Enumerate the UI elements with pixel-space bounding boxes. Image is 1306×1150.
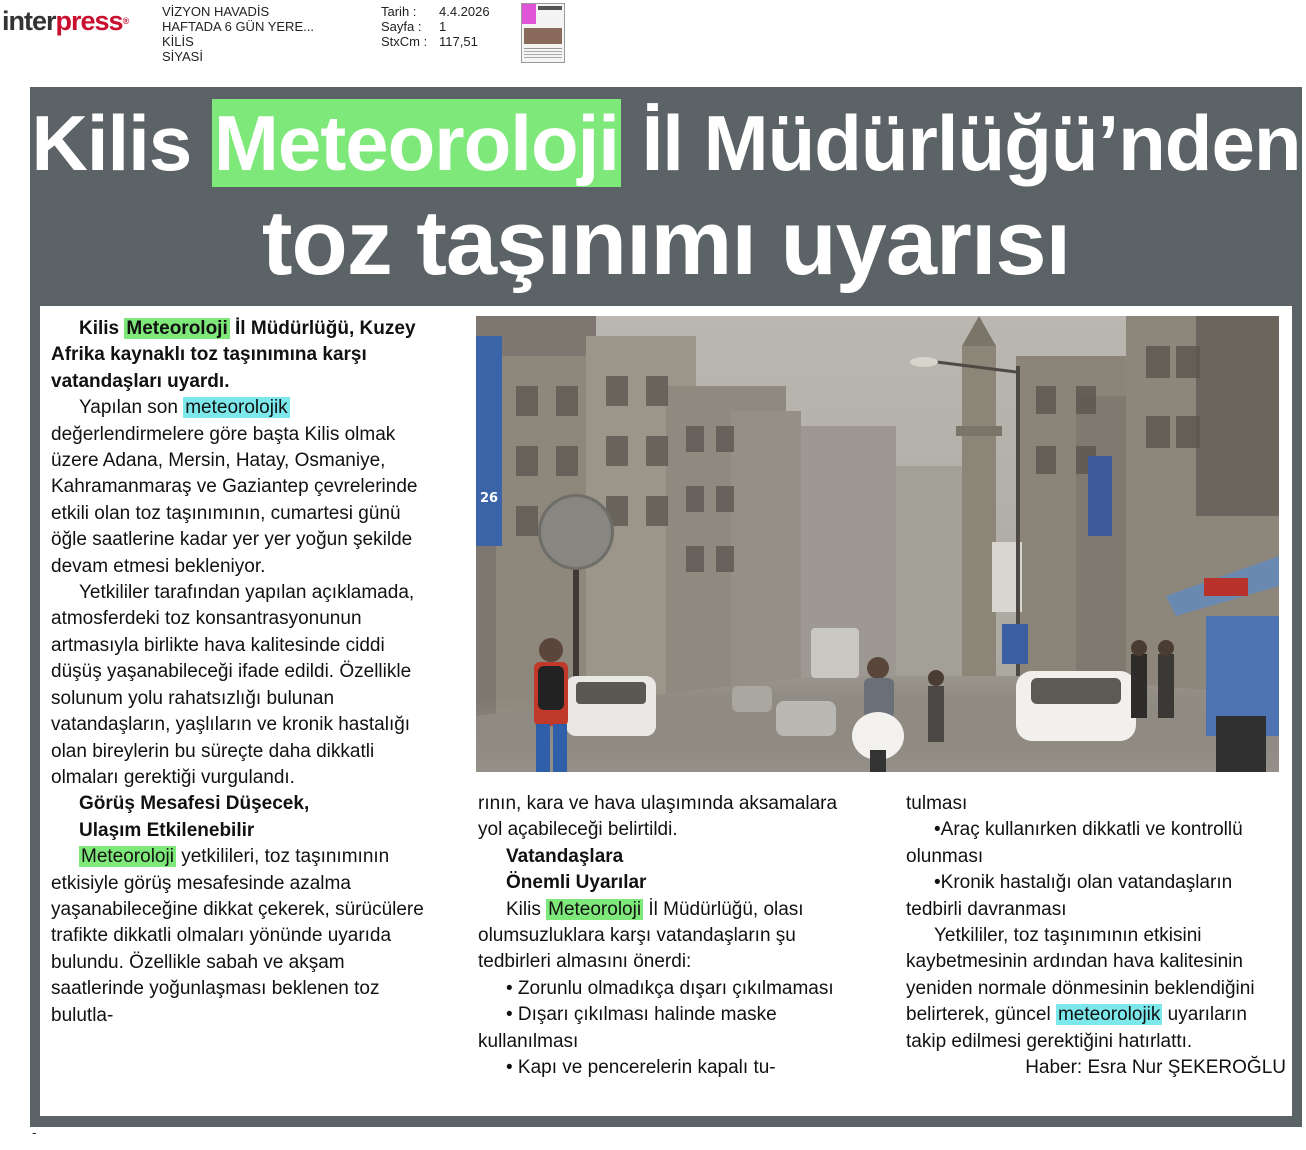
- publication-frequency: HAFTADA 6 GÜN YERE...: [162, 19, 314, 34]
- meta-key: StxCm :: [381, 34, 428, 49]
- subheading: Görüş Mesafesi Düşecek,: [79, 793, 310, 815]
- dust-street-photo: [476, 316, 1279, 772]
- body-paragraph: tulması: [906, 793, 968, 814]
- body-text: İl Müdürlüğü, olası olumsuzluklara karşı vatandaşların şu tedbirleri almasını önerdi:: [478, 898, 804, 973]
- keyword-highlight: Meteoroloji: [81, 846, 174, 868]
- footer-mark: -: [32, 1124, 37, 1140]
- text-column-1: [51, 316, 431, 1029]
- headline-highlight: Meteoroloji: [213, 99, 619, 187]
- logo-part1: inter: [2, 6, 56, 36]
- subheading: Önemli Uyarılar: [506, 872, 647, 894]
- thumbnail-block: [522, 4, 536, 24]
- interpress-logo: [2, 6, 128, 36]
- article-frame: [30, 87, 1302, 1127]
- publication-city: KİLİS: [162, 34, 194, 49]
- publication-name: VİZYON HAVADİS: [162, 4, 270, 19]
- text-column-2: [478, 791, 858, 1081]
- body-text: yetkilileri, toz taşınımının etkisiyle görüş mesafesinde azalma yaşanabileceğine dikkat çekerek, sürücülere trafikte dikkatli olmaları yönünde uyarıda bulundu. Özellikle sabah ve akşam saatlerinde yoğunlaşması beklenen toz bulutla-: [51, 846, 424, 1026]
- body-paragraph: rının, kara ve hava ulaşımında aksamalara yol açabileceği belirtildi.: [478, 793, 838, 841]
- subheading: Vatandaşlara: [506, 845, 624, 867]
- bullet-item: • Kapı ve pencerelerin kapalı tu-: [506, 1057, 776, 1079]
- logo-part2: press: [55, 6, 123, 36]
- body-text: Yapılan son: [79, 397, 184, 419]
- page-thumbnail[interactable]: [521, 3, 565, 63]
- headline-text: İl Müdürlüğü’nden: [620, 99, 1301, 187]
- meta-row-size: [381, 34, 490, 49]
- headline-line2: toz taşınımı uyarısı: [261, 192, 1071, 294]
- thumbnail-block: [524, 28, 562, 44]
- thumbnail-lines: [524, 48, 562, 49]
- meta-value: 4.4.2026: [439, 4, 490, 19]
- lead-text: İl Müdürlüğü, Kuzey Afrika kaynaklı toz taşınımına karşı vatandaşları uyardı.: [51, 318, 416, 392]
- headline-line1: [30, 101, 1302, 185]
- publication-section: SİYASİ: [162, 49, 203, 64]
- meta-key: Sayfa :: [381, 19, 422, 34]
- keyword-highlight: meteorolojik: [1057, 1004, 1161, 1026]
- meta-key: Tarih :: [381, 4, 417, 19]
- bullet-item: • Zorunlu olmadıkça dışarı çıkılmaması: [506, 977, 834, 999]
- body-text: Kilis: [506, 898, 547, 920]
- body-paragraph: [906, 923, 1286, 1055]
- lead-paragraph: [51, 316, 431, 395]
- bullet-item: •Araç kullanırken dikkatli ve kontrollü olunması: [906, 819, 1243, 867]
- headline-text: Kilis: [31, 99, 212, 187]
- thumbnail-block: [538, 6, 562, 10]
- clipping-meta: [381, 4, 490, 49]
- byline: Haber: Esra Nur ŞEKEROĞLU: [1025, 1057, 1286, 1079]
- body-text: Yetkililer, toz taşınımının etkisini kaybetmesinin ardından hava kalitesinin yeniden normale dönmesinin beklendiğini belirterek, güncel: [906, 925, 1255, 1026]
- subheading: Ulaşım Etkilenebilir: [79, 819, 255, 841]
- body-paragraph: Yetkililer tarafından yapılan açıklamada, atmosferdeki toz konsantrasyonunun artmasıyla birlikte hava kalitesinde ciddi düşüş yaşanabileceği ifade edildi. Özellikle solunum yolu rahatsızlığı bulunan vatandaşların, yaşlıların ve kronik hastalığı olan bireylerin bu süreçte daha dikkatli olmaları gerektiği vurgulandı.: [51, 582, 415, 788]
- body-text: değerlendirmelere göre başta Kilis olmak üzere Adana, Mersin, Hatay, Osmaniye, Kahramanmaraş ve Gaziantep çevrelerinde etkili olan toz taşınımının, cumartesi günü öğle saatlerine kadar yer yer yoğun şekilde devam etmesi bekleniyor.: [51, 423, 418, 577]
- article-photo: [476, 316, 1279, 772]
- article-body: [40, 306, 1292, 1116]
- sign-number: 26: [480, 491, 499, 506]
- meta-value: 1: [439, 19, 447, 34]
- body-paragraph: [478, 897, 858, 976]
- logo-registered-mark: ®: [122, 16, 129, 26]
- body-text: uyarıların takip edilmesi gerektiğini hatırlattı.: [906, 1004, 1247, 1052]
- body-paragraph: [51, 395, 431, 580]
- keyword-highlight: Meteoroloji: [548, 898, 642, 920]
- text-column-3: [906, 791, 1286, 1081]
- bullet-item: • Dışarı çıkılması halinde maske kullanılması: [478, 1004, 777, 1052]
- publication-info: [162, 4, 314, 64]
- body-paragraph: [51, 844, 431, 1029]
- keyword-highlight: meteorolojik: [185, 397, 288, 419]
- meta-row-date: [381, 4, 490, 19]
- meta-row-page: [381, 19, 490, 34]
- keyword-highlight: Meteoroloji: [126, 318, 228, 339]
- bullet-item: •Kronik hastalığı olan vatandaşların tedbirli davranması: [906, 872, 1233, 920]
- meta-value: 117,51: [439, 34, 478, 49]
- lead-text: Kilis: [79, 318, 125, 339]
